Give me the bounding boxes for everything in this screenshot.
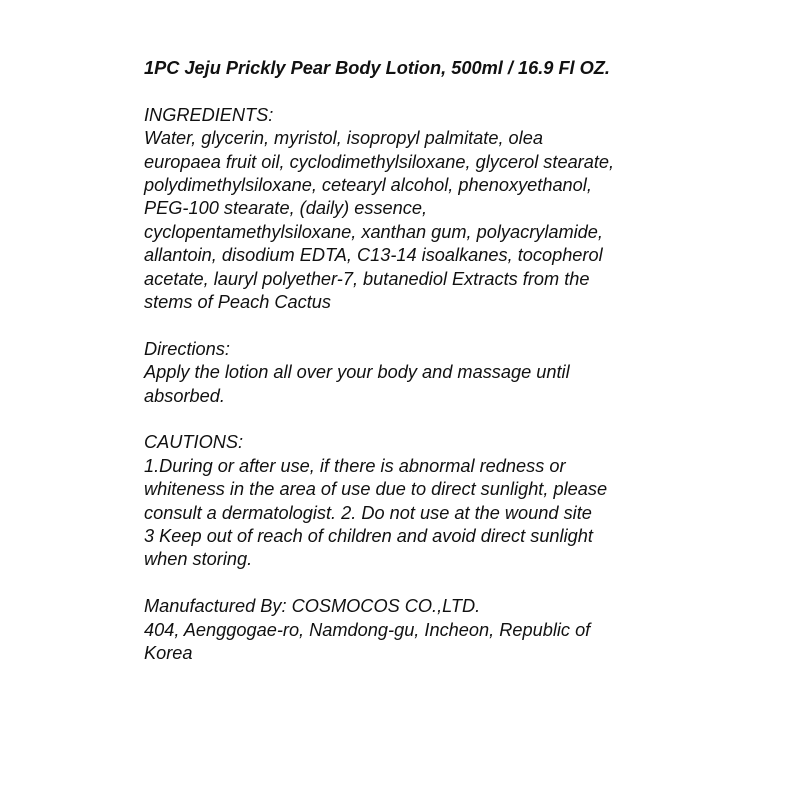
directions-section: [144, 338, 664, 408]
cautions-line: whiteness in the area of use due to direct sunlight, please: [144, 479, 608, 500]
cautions-section: [144, 431, 664, 571]
spacer: [144, 572, 664, 595]
directions-line: Apply the lotion all over your body and massage until: [144, 362, 570, 383]
product-label-document: [144, 57, 664, 666]
cautions-line: 1.During or after use, if there is abnormal redness or: [144, 455, 566, 476]
ingredients-heading: INGREDIENTS:: [144, 104, 274, 125]
manufacturer-address: 404, Aenggogae-ro, Namdong-gu, Incheon, Republic of: [144, 619, 591, 640]
ingredients-line: polydimethylsiloxane, cetearyl alcohol, phenoxyethanol,: [144, 175, 592, 196]
ingredients-line: acetate, lauryl polyether-7, butanediol Extracts from the: [144, 268, 590, 289]
spacer: [144, 408, 664, 431]
product-title: 1PC Jeju Prickly Pear Body Lotion, 500ml / 16.9 Fl OZ.: [144, 58, 610, 78]
ingredients-line: Water, glycerin, myristol, isopropyl palmitate, olea: [144, 128, 543, 149]
cautions-heading: CAUTIONS:: [144, 432, 244, 453]
ingredients-line: PEG-100 stearate, (daily) essence,: [144, 198, 428, 219]
ingredients-line: stems of Peach Cactus: [144, 292, 332, 313]
ingredients-line: cyclopentamethylsiloxane, xanthan gum, polyacrylamide,: [144, 221, 603, 242]
cautions-line: consult a dermatologist. 2. Do not use at the wound site: [144, 502, 592, 523]
cautions-line: 3 Keep out of reach of children and avoid direct sunlight: [144, 526, 593, 547]
manufacturer-address: Korea: [144, 643, 193, 664]
spacer: [144, 80, 664, 103]
ingredients-line: allantoin, disodium EDTA, C13-14 isoalkanes, tocopherol: [144, 245, 603, 266]
directions-heading: Directions:: [144, 338, 230, 359]
manufacturer-name: Manufactured By: COSMOCOS CO.,LTD.: [144, 596, 481, 617]
ingredients-section: [144, 104, 664, 315]
spacer: [144, 314, 664, 337]
directions-line: absorbed.: [144, 385, 225, 406]
cautions-line: when storing.: [144, 549, 253, 570]
ingredients-line: europaea fruit oil, cyclodimethylsiloxane, glycerol stearate,: [144, 151, 615, 172]
manufacturer-section: [144, 595, 664, 665]
